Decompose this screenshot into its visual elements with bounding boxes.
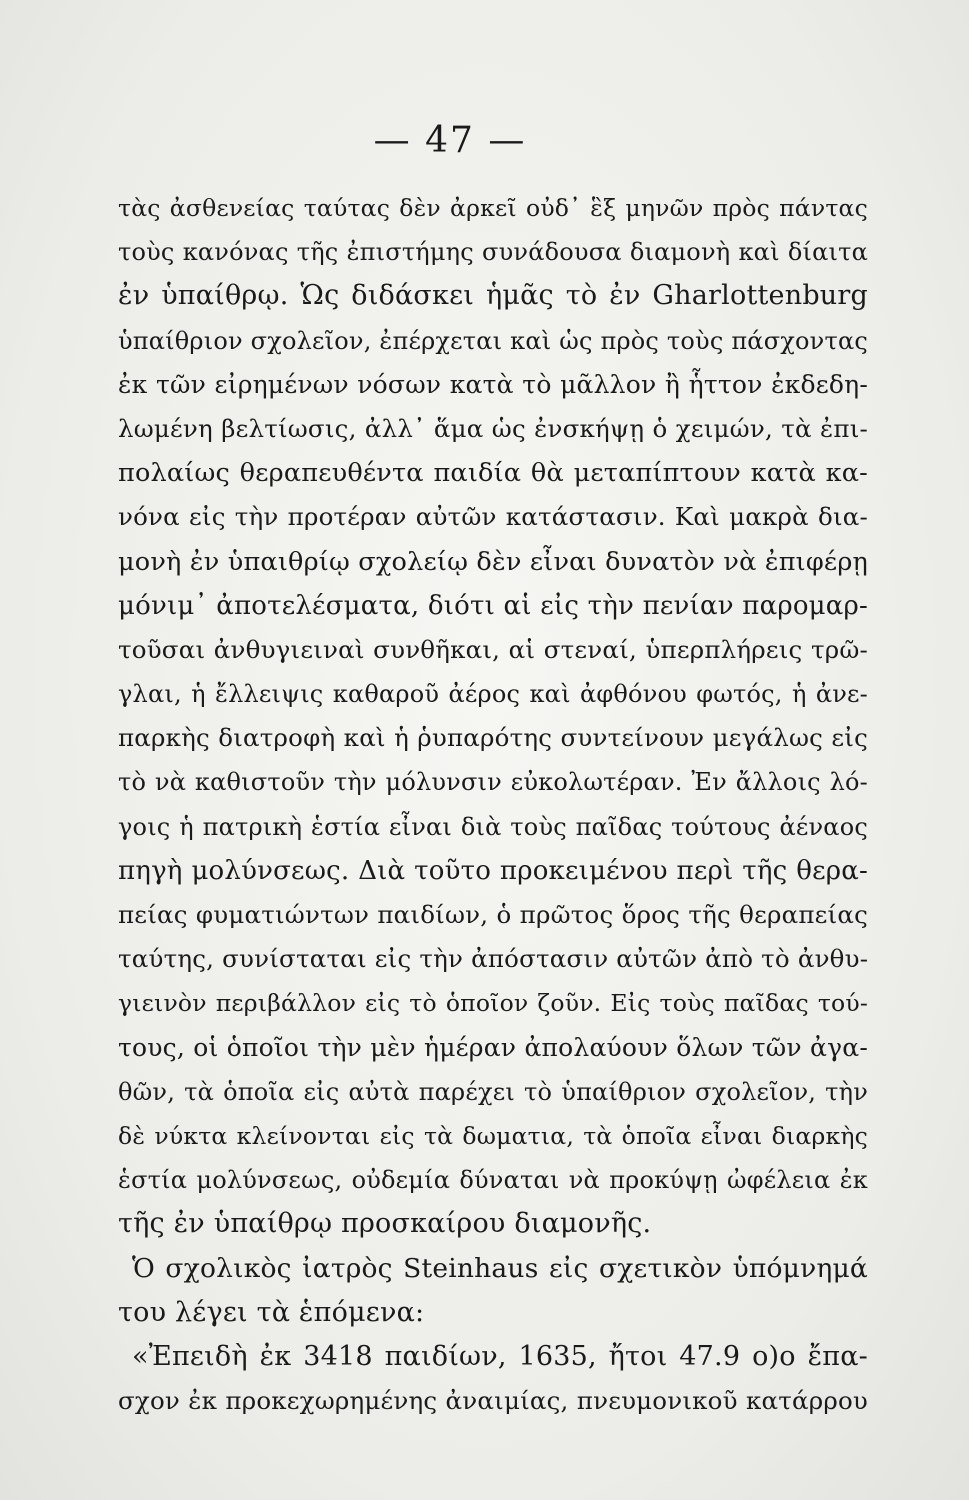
- text-line: γλαι, ἡ ἔλλειψις καθαροῦ ἀέρος καὶ ἀφθόνου φωτός, ἡ ἀνε-: [118, 680, 868, 709]
- text-line: τῆς ἐν ὑπαίθρῳ προσκαίρου διαμονῆς.: [118, 1208, 652, 1240]
- text-line: τὸ νὰ καθιστοῦν τὴν μόλυνσιν εὐκολωτέραν. Ἐν ἄλλοις λό-: [118, 768, 868, 797]
- text-line: Ὁ σχολικὸς ἰατρὸς Steinhaus εἰς σχετικὸν ὑπόμνημά: [132, 1252, 868, 1284]
- text-line: πηγὴ μολύνσεως. Διὰ τοῦτο προκειμένου περὶ τῆς θερα-: [118, 855, 868, 886]
- text-line: πείας φυματιώντων παιδίων, ὁ πρῶτος ὅρος τῆς θεραπείας: [118, 900, 868, 929]
- text-line: ὑπαίθριον σχολεῖον, ἐπέρχεται καὶ ὡς πρὸς τοὺς πάσχοντας: [118, 326, 868, 355]
- page-number: — 47 —: [373, 120, 527, 161]
- text-line: μονὴ ἐν ὑπαιθρίῳ σχολείῳ δὲν εἶναι δυνατὸν νὰ ἐπιφέρῃ: [118, 546, 868, 577]
- text-line: του λέγει τὰ ἑπόμενα:: [118, 1296, 425, 1328]
- body-text: [118, 186, 868, 1423]
- text-line: ἑστία μολύνσεως, οὐδεμία δύναται νὰ προκύψῃ ὠφέλεια ἐκ: [118, 1166, 868, 1195]
- text-line: ἐκ τῶν εἰρημένων νόσων κατὰ τὸ μᾶλλον ἢ ἧττον ἐκδεδη-: [118, 369, 868, 399]
- text-line: τοὺς κανόνας τῆς ἐπιστήμης συνάδουσα διαμονὴ καὶ δίαιτα: [118, 238, 868, 267]
- text-line: σχον ἐκ προκεχωρημένης ἀναιμίας, πνευμονικοῦ κατάρρου: [118, 1386, 868, 1416]
- text-line: παρκὴς διατροφὴ καὶ ἡ ῥυπαρότης συντείνουν μεγάλως εἰς: [118, 723, 868, 753]
- text-line: θῶν, τὰ ὁποῖα εἰς αὐτὰ παρέχει τὸ ὑπαίθριον σχολεῖον, τὴν: [118, 1077, 868, 1106]
- text-line: λωμένη βελτίωσις, ἀλλ᾽ ἅμα ὡς ἐνσκήψῃ ὁ χειμών, τὰ ἐπι-: [118, 413, 868, 443]
- text-line: μόνιμ᾽ ἀποτελέσματα, διότι αἱ εἰς τὴν πενίαν παρομαρ-: [118, 590, 868, 621]
- text-line: τοῦσαι ἀνθυγιειναὶ συνθῆκαι, αἱ στεναί, ὑπερπλήρεις τρῶ-: [118, 634, 868, 664]
- text-line: γοις ἡ πατρικὴ ἑστία εἶναι διὰ τοὺς παῖδας τούτους ἀέναος: [118, 812, 868, 841]
- text-line: γιεινὸν περιβάλλον εἰς τὸ ὁποῖον ζοῦν. Εἰς τοὺς παῖδας τού-: [118, 989, 868, 1018]
- text-line: τὰς ἀσθενείας ταύτας δὲν ἀρκεῖ οὐδ᾽ ἓξ μηνῶν πρὸς πάντας: [118, 194, 868, 222]
- text-line: τους, οἱ ὁποῖοι τὴν μὲν ἡμέραν ἀπολαύουν ὅλων τῶν ἀγα-: [118, 1032, 868, 1062]
- text-line: «Ἐπειδὴ ἐκ 3418 παιδίων, 1635, ἤτοι 47.9 ο)ο ἔπα-: [132, 1340, 868, 1372]
- text-line: πολαίως θεραπευθέντα παιδία θὰ μεταπίπτουν κατὰ κα-: [118, 458, 868, 489]
- text-line: δὲ νύκτα κλείνονται εἰς τὰ δωματια, τὰ ὁποῖα εἶναι διαρκὴς: [118, 1121, 868, 1150]
- text-line: ταύτης, συνίσταται εἰς τὴν ἀπόστασιν αὐτῶν ἀπὸ τὸ ἀνθυ-: [118, 944, 869, 974]
- text-line: ἐν ὑπαίθρῳ. Ὡς διδάσκει ἡμᾶς τὸ ἐν Gharlottenburg: [118, 280, 868, 312]
- text-line: νόνα εἰς τὴν προτέραν αὐτῶν κατάστασιν. Καὶ μακρὰ δια-: [118, 502, 868, 532]
